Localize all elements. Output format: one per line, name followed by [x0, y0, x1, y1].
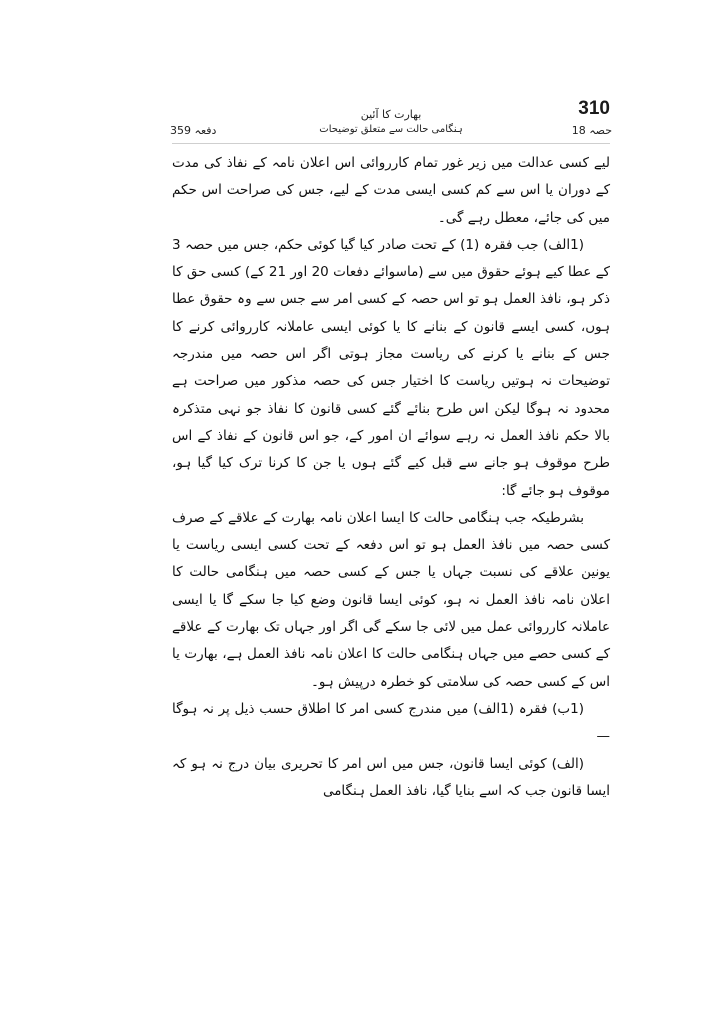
paragraph: (1ب) فقرہ (1الف) میں مندرج کسی امر کا اطلاق حسب ذیل پر نہ ہوگا —	[172, 700, 610, 745]
paragraph: (الف) کوئی ایسا قانون، جس میں اس امر کا تحریری بیان درج نہ ہو کہ ایسا قانون جب کہ اسے بنایا گیا، نافذ العمل ہنگامی	[172, 755, 610, 799]
paragraph: لیے کسی عدالت میں زیر غور تمام کارروائی اس اعلان نامہ کے نفاذ کی مدت کے دوران یا اس سے کم کسی ایسی مدت کے لیے، جس کی صراحت اس حکم میں کی جائے، معطل رہے گی۔	[172, 155, 610, 226]
body-text	[172, 150, 610, 805]
paragraph: بشرطیکہ جب ہنگامی حالت کا ایسا اعلان نامہ بھارت کے علاقے کے صرف کسی حصہ میں نافذ العمل ہو تو اس دفعہ کے تحت کسی ایسی ریاست یا یونین علاقے کی نسبت جہاں یا جس کے کسی حصہ میں ہنگامی حالت کا اعلان نامہ نافذ العمل نہ ہو، کوئی ایسا قانون وضع کیا جا سکے گا یا ایسی عاملانہ کارروائی عمل میں لائی جا سکے گی اگر اور جہاں تک بھارت کے علاقے کے کسی حصے میں جہاں ہنگامی حالت کا اعلان نامہ نافذ العمل ہے، بھارت یا اس کے کسی حصہ کی سلامتی کو خطرہ درپیش ہو۔	[172, 509, 610, 690]
header-title: بھارت کا آئین	[360, 108, 422, 121]
header-part-label: حصہ 18	[571, 124, 612, 137]
page-number: 310	[578, 98, 610, 119]
header-divider	[172, 143, 610, 144]
header-article-label: دفعہ 359	[170, 124, 217, 137]
running-header	[170, 108, 612, 142]
header-subtitle: ہنگامی حالت سے متعلق توضیحات	[319, 124, 463, 135]
paragraph: (1الف) جب فقرہ (1) کے تحت صادر کیا گیا کوئی حکم، جس میں حصہ 3 کے عطا کیے ہوئے حقوق میں سے (ماسوائے دفعات 20 اور 21 کے) کسی حق کا ذکر ہو، نافذ العمل ہو تو اس حصہ کے کسی امر سے جس سے وہ حقوق عطا ہوں، کسی ایسے قانون کے بنانے کا یا کوئی ایسی عاملانہ کارروائی کرنے کا جس کے بنانے یا کرنے کی ریاست مجاز ہوتی اگر اس حصہ میں مندرجہ توضیحات نہ ہوتیں ریاست کا اختیار جس کی حصہ مذکور میں صراحت ہے محدود نہ ہوگا لیکن اس طرح بنائے گئے کسی قانون کا نفاذ جو نہی متذکرہ بالا حکم نافذ العمل نہ رہے سوائے ان امور کے، جو اس قانون کے نفاذ کے اس طرح موقوف ہو جانے سے قبل کیے گئے ہوں یا جن کا کرنا ترک کیا گیا ہو، موقوف ہو جائے گا:	[172, 236, 610, 499]
